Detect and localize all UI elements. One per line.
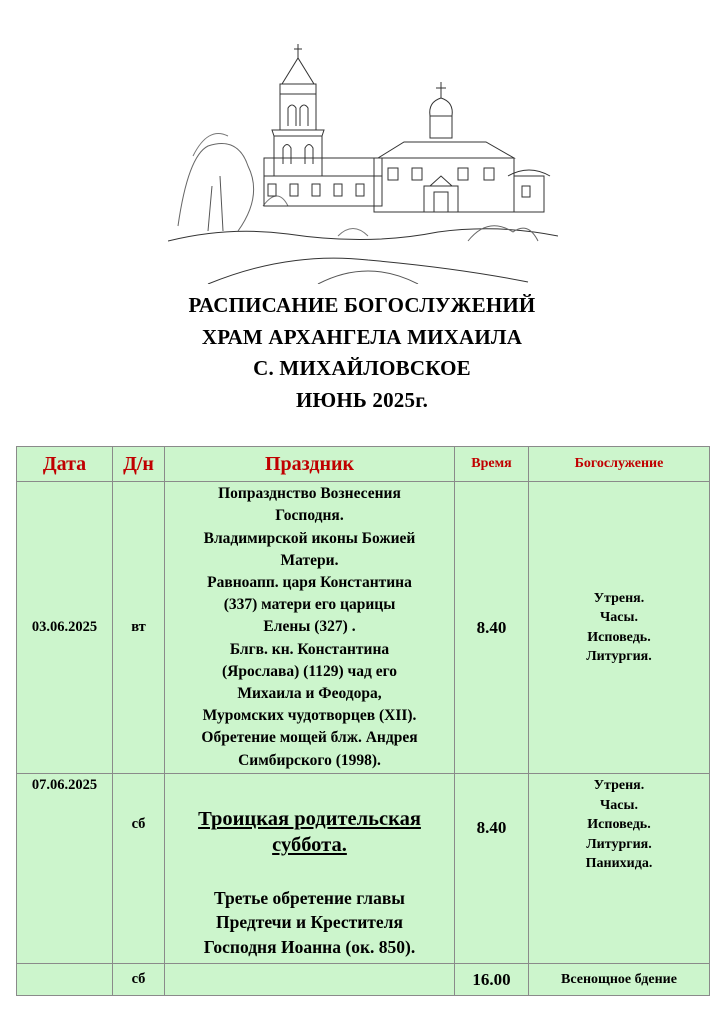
service-line: Литургия. <box>586 649 652 664</box>
church-illustration <box>168 36 558 284</box>
feast-line: Обретение мощей блж. Андрея <box>201 729 418 747</box>
row-time: 8.40 <box>455 482 529 774</box>
table-row <box>17 482 710 774</box>
title-line-1: РАСПИСАНИЕ БОГОСЛУЖЕНИЙ <box>188 293 536 317</box>
row-time: 8.40 <box>455 774 529 964</box>
table-row <box>17 774 710 964</box>
title-line-3: С. МИХАЙЛОВСКОЕ <box>253 356 471 380</box>
feast-line: Елены (327) . <box>263 618 356 636</box>
schedule-table <box>16 446 710 996</box>
service-line: Исповедь. <box>587 629 651 645</box>
service-line: Часы. <box>600 797 638 813</box>
feast-line: Господня Иоанна (ок. 850). <box>203 936 416 957</box>
feast-line: Муромских чудотворцев (XII). <box>202 707 417 725</box>
column-header-weekday: Д/н <box>113 447 165 482</box>
row-date <box>17 964 113 996</box>
feast-line: Третье обретение главы <box>214 887 405 908</box>
feast-title-line: Троицкая родительская <box>198 807 421 830</box>
feast-line: Блгв. кн. Константина <box>229 640 390 658</box>
row-date: 07.06.2025 <box>17 774 113 964</box>
feast-line: (Ярослава) (1129) чад его <box>221 662 398 680</box>
schedule-title <box>0 290 724 416</box>
title-line-4: ИЮНЬ 2025г. <box>295 387 429 412</box>
feast-line: Господня. <box>275 507 344 525</box>
feast-line: Симбирского (1998). <box>238 751 381 769</box>
column-header-time: Время <box>455 447 529 482</box>
title-line-2: ХРАМ АРХАНГЕЛА МИХАИЛА <box>201 324 523 349</box>
service-line: Литургия. <box>586 836 652 852</box>
row-service <box>529 774 710 964</box>
feast-line: Матери. <box>280 551 339 569</box>
table-row <box>17 964 710 996</box>
service-line: Панихида. <box>585 856 653 871</box>
column-header-feast: Праздник <box>165 447 455 482</box>
row-service <box>529 482 710 774</box>
row-feast <box>165 774 455 964</box>
row-time: 16.00 <box>455 964 529 996</box>
service-line: Утреня. <box>593 778 645 793</box>
feast-line: Попразднство Вознесения <box>218 485 401 503</box>
feast-line: Предтечи и Крестителя <box>216 912 403 933</box>
row-feast <box>165 964 455 996</box>
row-service: Всенощное бдение <box>529 964 710 996</box>
row-weekday: сб <box>113 774 165 964</box>
feast-line: Владимирской иконы Божией <box>203 529 416 547</box>
table-header-row <box>17 447 710 482</box>
row-weekday: сб <box>113 964 165 996</box>
feast-line: Равноапп. царя Константина <box>207 573 412 591</box>
column-header-service: Богослужение <box>529 447 710 482</box>
service-line: Часы. <box>600 610 638 625</box>
row-date: 03.06.2025 <box>17 482 113 774</box>
feast-line: (337) матери его царицы <box>223 596 396 614</box>
feast-line: Михаила и Феодора, <box>237 685 382 702</box>
row-weekday: вт <box>113 482 165 774</box>
feast-title-line: суббота. <box>272 833 347 856</box>
service-line: Утреня. <box>593 590 645 606</box>
column-header-date: Дата <box>17 447 113 482</box>
feast-spacer <box>165 858 454 886</box>
service-line: Исповедь. <box>587 817 651 832</box>
row-feast <box>165 482 455 774</box>
